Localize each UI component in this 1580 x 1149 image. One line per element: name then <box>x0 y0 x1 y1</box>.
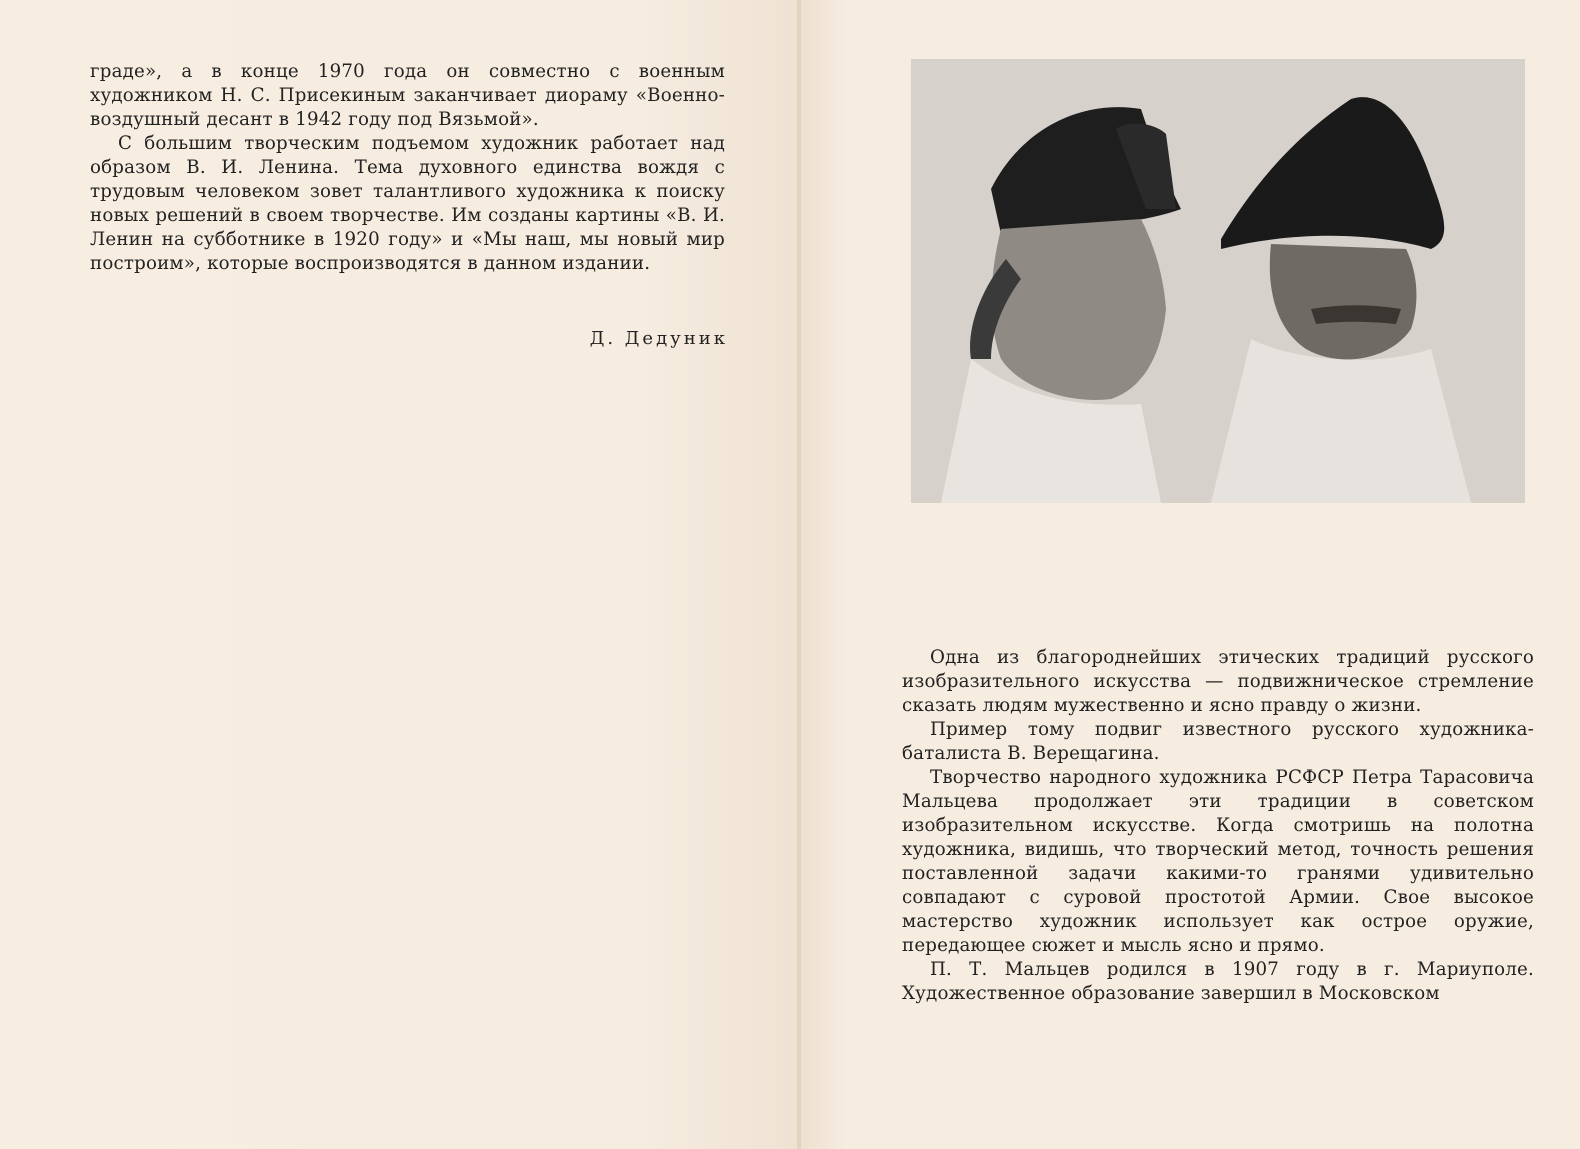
paragraph: Творчество народного художника РСФСР Петра Тарасовича Мальцева продолжает эти традиции в советском изобразительном искусстве. Когда смотришь на полотна художника, видишь, что творческий метод, точность решения поставленной задачи какими-то гранями удивительно совпадают с суровой простотой Армии. Свое высокое мастерство художник использует как острое оружие, передающее сюжет и мысль ясно и прямо. <box>902 767 1534 956</box>
paragraph: Пример тому подвиг известного русского художника-баталиста В. Верещагина. <box>902 719 1534 764</box>
paragraph: граде», а в конце 1970 года он совместно с военным художником Н. С. Присекиным заканчивает диораму «Военно-воздушный десант в 1942 году под Вязьмой». <box>90 61 725 130</box>
right-page-text <box>902 646 1534 1006</box>
portrait-sketch <box>911 59 1525 503</box>
portrait-illustration <box>911 59 1525 503</box>
left-page-text <box>90 60 725 276</box>
paragraph: П. Т. Мальцев родился в 1907 году в г. Мариуполе. Художественное образование завершил в Московском <box>902 959 1534 1004</box>
paragraph: Одна из благороднейших этических традиций русского изобразительного искусства — подвижническое стремление сказать людям мужественно и ясно правду о жизни. <box>902 647 1534 716</box>
author-signature: Д. Дедуник <box>589 328 728 349</box>
paragraph: С большим творческим подъемом художник работает над образом В. И. Ленина. Тема духовного единства вождя с трудовым человеком зовет талантливого художника к поиску новых решений в своем творчестве. Им созданы картины «В. И. Ленин на субботнике в 1920 году» и «Мы наш, мы новый мир построим», которые воспроизводятся в данном издании. <box>90 133 725 274</box>
